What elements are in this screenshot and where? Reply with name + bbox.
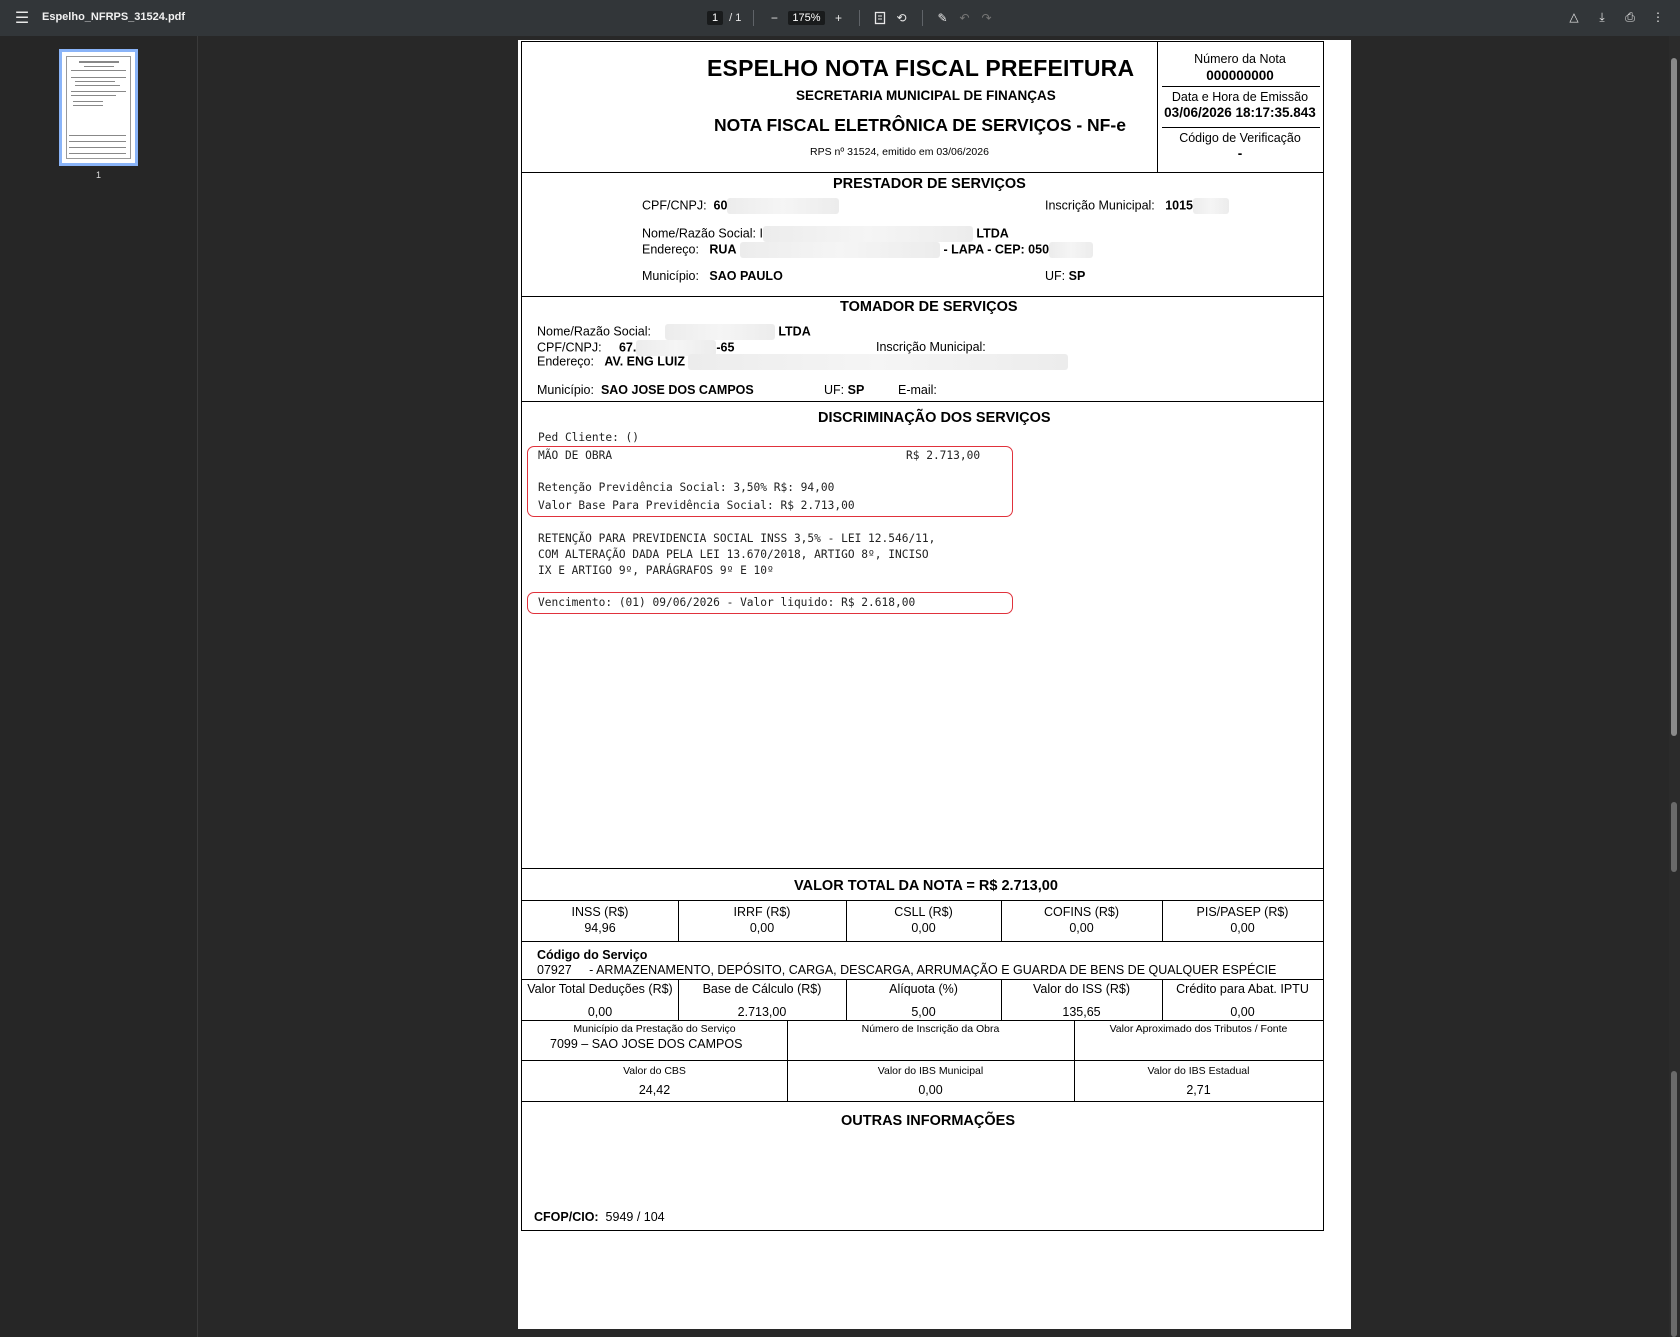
vertical-scrollbar[interactable] <box>1669 36 1680 1337</box>
toolbar-divider <box>922 10 923 26</box>
zoom-out-icon[interactable]: − <box>770 11 778 25</box>
prestacao-municipio: Município da Prestação do Serviço 7099 – SAO JOSE DOS CAMPOS <box>550 1023 743 1051</box>
codigo-servico-label: Código do Serviço <box>537 948 648 962</box>
nf-title: NOTA FISCAL ELETRÔNICA DE SERVIÇOS - NF-e <box>714 115 1126 135</box>
valor-cbs: Valor do CBS 24,42 <box>623 1065 686 1097</box>
page-total: / 1 <box>729 12 742 24</box>
annotate-icon[interactable]: ✎ <box>937 11 948 25</box>
tax-inss: INSS (R$) 94,96 <box>571 905 629 935</box>
prestador-cpf: CPF/CNPJ: 60 <box>642 198 839 214</box>
file-name: Espelho_NFRPS_31524.pdf <box>42 11 186 23</box>
prestacao-obra: Número de Inscrição da Obra <box>861 1023 1000 1035</box>
numero-value: 000000000 <box>1206 68 1274 83</box>
pdf-toolbar <box>0 0 1680 36</box>
document-subtitle: SECRETARIA MUNICIPAL DE FINANÇAS <box>796 88 1056 103</box>
menu-icon[interactable]: ☰ <box>14 10 30 27</box>
toolbar-divider <box>859 10 860 26</box>
prestador-im: Inscrição Municipal: 1015 <box>1045 198 1229 214</box>
zoom-input[interactable]: 175% <box>788 11 824 25</box>
valor-iss: Valor do ISS (R$) 135,65 <box>1032 982 1131 1019</box>
thumbnail-preview <box>66 56 131 159</box>
numero-label: Número da Nota <box>1194 52 1286 66</box>
toolbar-actions <box>1566 9 1666 25</box>
ped-cliente-line: Ped Cliente: () <box>538 431 640 444</box>
mao-obra-line: MÃO DE OBRA <box>538 449 613 462</box>
lei-line-3: IX E ARTIGO 9º, PARÁGRAFOS 9º E 10º <box>538 564 774 577</box>
thumbnail-sidebar <box>0 36 198 1337</box>
tomador-uf: UF: SP <box>824 383 865 397</box>
lei-line-1: RETENÇÃO PARA PREVIDENCIA SOCIAL INSS 3,5% - LEI 12.546/11, <box>538 532 936 545</box>
tomador-cpf: CPF/CNPJ: 67. -65 <box>537 340 735 355</box>
tomador-title: TOMADOR DE SERVIÇOS <box>840 299 1018 315</box>
lei-line-2: COM ALTERAÇÃO DADA PELA LEI 13.670/2018, ARTIGO 8º, INCISO <box>538 548 929 561</box>
header-info-box <box>1157 42 1323 173</box>
base-line: Valor Base Para Previdência Social: R$ 2.713,00 <box>538 499 855 512</box>
cfop-line: CFOP/CIO: 5949 / 104 <box>534 1210 665 1224</box>
ibs-row <box>522 1060 1323 1101</box>
prestador-uf: UF: SP <box>1045 269 1086 283</box>
data-value: 03/06/2026 18:17:35.843 <box>1164 105 1316 120</box>
tomador-im: Inscrição Municipal: <box>876 340 986 354</box>
valor-total: VALOR TOTAL DA NOTA = R$ 2.713,00 <box>794 878 1058 894</box>
drive-save-icon[interactable]: △ <box>1569 10 1579 24</box>
redo-icon[interactable]: ↷ <box>981 11 992 25</box>
undo-icon[interactable]: ↶ <box>959 11 970 25</box>
valor-deducoes: Valor Total Deduções (R$) 0,00 <box>527 982 673 1019</box>
scroll-thumb[interactable] <box>1671 58 1677 736</box>
tomador-email: E-mail: <box>898 383 937 397</box>
document-header <box>522 42 1323 173</box>
page-controls <box>707 8 995 28</box>
tax-irrf: IRRF (R$) 0,00 <box>733 905 791 935</box>
prestador-endereco: Endereço: RUA - LAPA - CEP: 050 <box>642 242 1093 258</box>
codigo-value: - <box>1237 146 1243 161</box>
prestador-nome: Nome/Razão Social: I LTDA <box>642 226 1009 241</box>
rotate-icon[interactable]: ⟲ <box>896 11 907 25</box>
page-thumbnail[interactable] <box>59 49 138 166</box>
pdf-page <box>518 40 1351 1329</box>
fit-page-icon[interactable] <box>872 10 888 26</box>
vencimento-line: Vencimento: (01) 09/06/2026 - Valor liquido: R$ 2.618,00 <box>538 596 916 609</box>
codigo-label: Código de Verificação <box>1179 131 1301 145</box>
valor-aliquota: Alíquota (%) 5,00 <box>889 982 958 1019</box>
valores-row <box>522 979 1323 1020</box>
page-number-input[interactable]: 1 <box>707 11 723 25</box>
tax-pis: PIS/PASEP (R$) 0,00 <box>1196 905 1289 935</box>
codigo-servico-value: 07927 - ARMAZENAMENTO, DEPÓSITO, CARGA, DESCARGA, ARRUMAÇÃO E GUARDA DE BENS DE QUALQUER ESPÉCIE <box>537 963 1277 977</box>
nota-fiscal-document <box>521 41 1324 1231</box>
document-title: ESPELHO NOTA FISCAL PREFEITURA <box>707 55 1135 81</box>
taxes-row <box>522 900 1323 941</box>
valor-ibs-municipal: Valor do IBS Municipal 0,00 <box>877 1065 984 1097</box>
outras-informacoes-title: OUTRAS INFORMAÇÕES <box>841 1113 1015 1129</box>
valor-ibs-estadual: Valor do IBS Estadual 2,71 <box>1147 1065 1250 1097</box>
print-icon[interactable]: ⎙ <box>1625 9 1635 24</box>
valor-base-calculo: Base de Cálculo (R$) 2.713,00 <box>702 982 822 1019</box>
tomador-nome: Nome/Razão Social: LTDA <box>537 324 811 339</box>
tax-cofins: COFINS (R$) 0,00 <box>1044 905 1119 935</box>
mao-obra-valor: R$ 2.713,00 <box>906 449 981 462</box>
rps-line: RPS nº 31524, emitido em 03/06/2026 <box>810 146 989 158</box>
prestador-municipio: Município: SAO PAULO <box>642 269 783 283</box>
scroll-marker <box>1671 802 1677 872</box>
data-label: Data e Hora de Emissão <box>1171 90 1309 104</box>
retencao-line: Retenção Previdência Social: 3,50% R$: 94,00 <box>538 481 835 494</box>
discriminacao-title: DISCRIMINAÇÃO DOS SERVIÇOS <box>818 410 1051 426</box>
zoom-in-icon[interactable]: + <box>834 11 842 25</box>
prestacao-tributos: Valor Aproximado dos Tributos / Fonte <box>1109 1023 1288 1035</box>
tax-csll: CSLL (R$) 0,00 <box>894 905 953 935</box>
download-icon[interactable]: ⤓ <box>1599 9 1605 24</box>
tomador-municipio: Município: SAO JOSE DOS CAMPOS <box>537 383 754 397</box>
prestacao-row <box>522 1020 1323 1060</box>
scroll-marker <box>1671 1071 1677 1337</box>
thumbnail-page-number: 1 <box>96 170 102 180</box>
more-options-icon[interactable]: ⋮ <box>1652 10 1664 24</box>
valor-credito-iptu: Crédito para Abat. IPTU 0,00 <box>1176 982 1309 1019</box>
header-titles <box>522 42 1157 173</box>
tomador-endereco: Endereço: AV. ENG LUIZ <box>537 354 1068 370</box>
prestador-title: PRESTADOR DE SERVIÇOS <box>833 176 1026 192</box>
toolbar-divider <box>753 10 754 26</box>
